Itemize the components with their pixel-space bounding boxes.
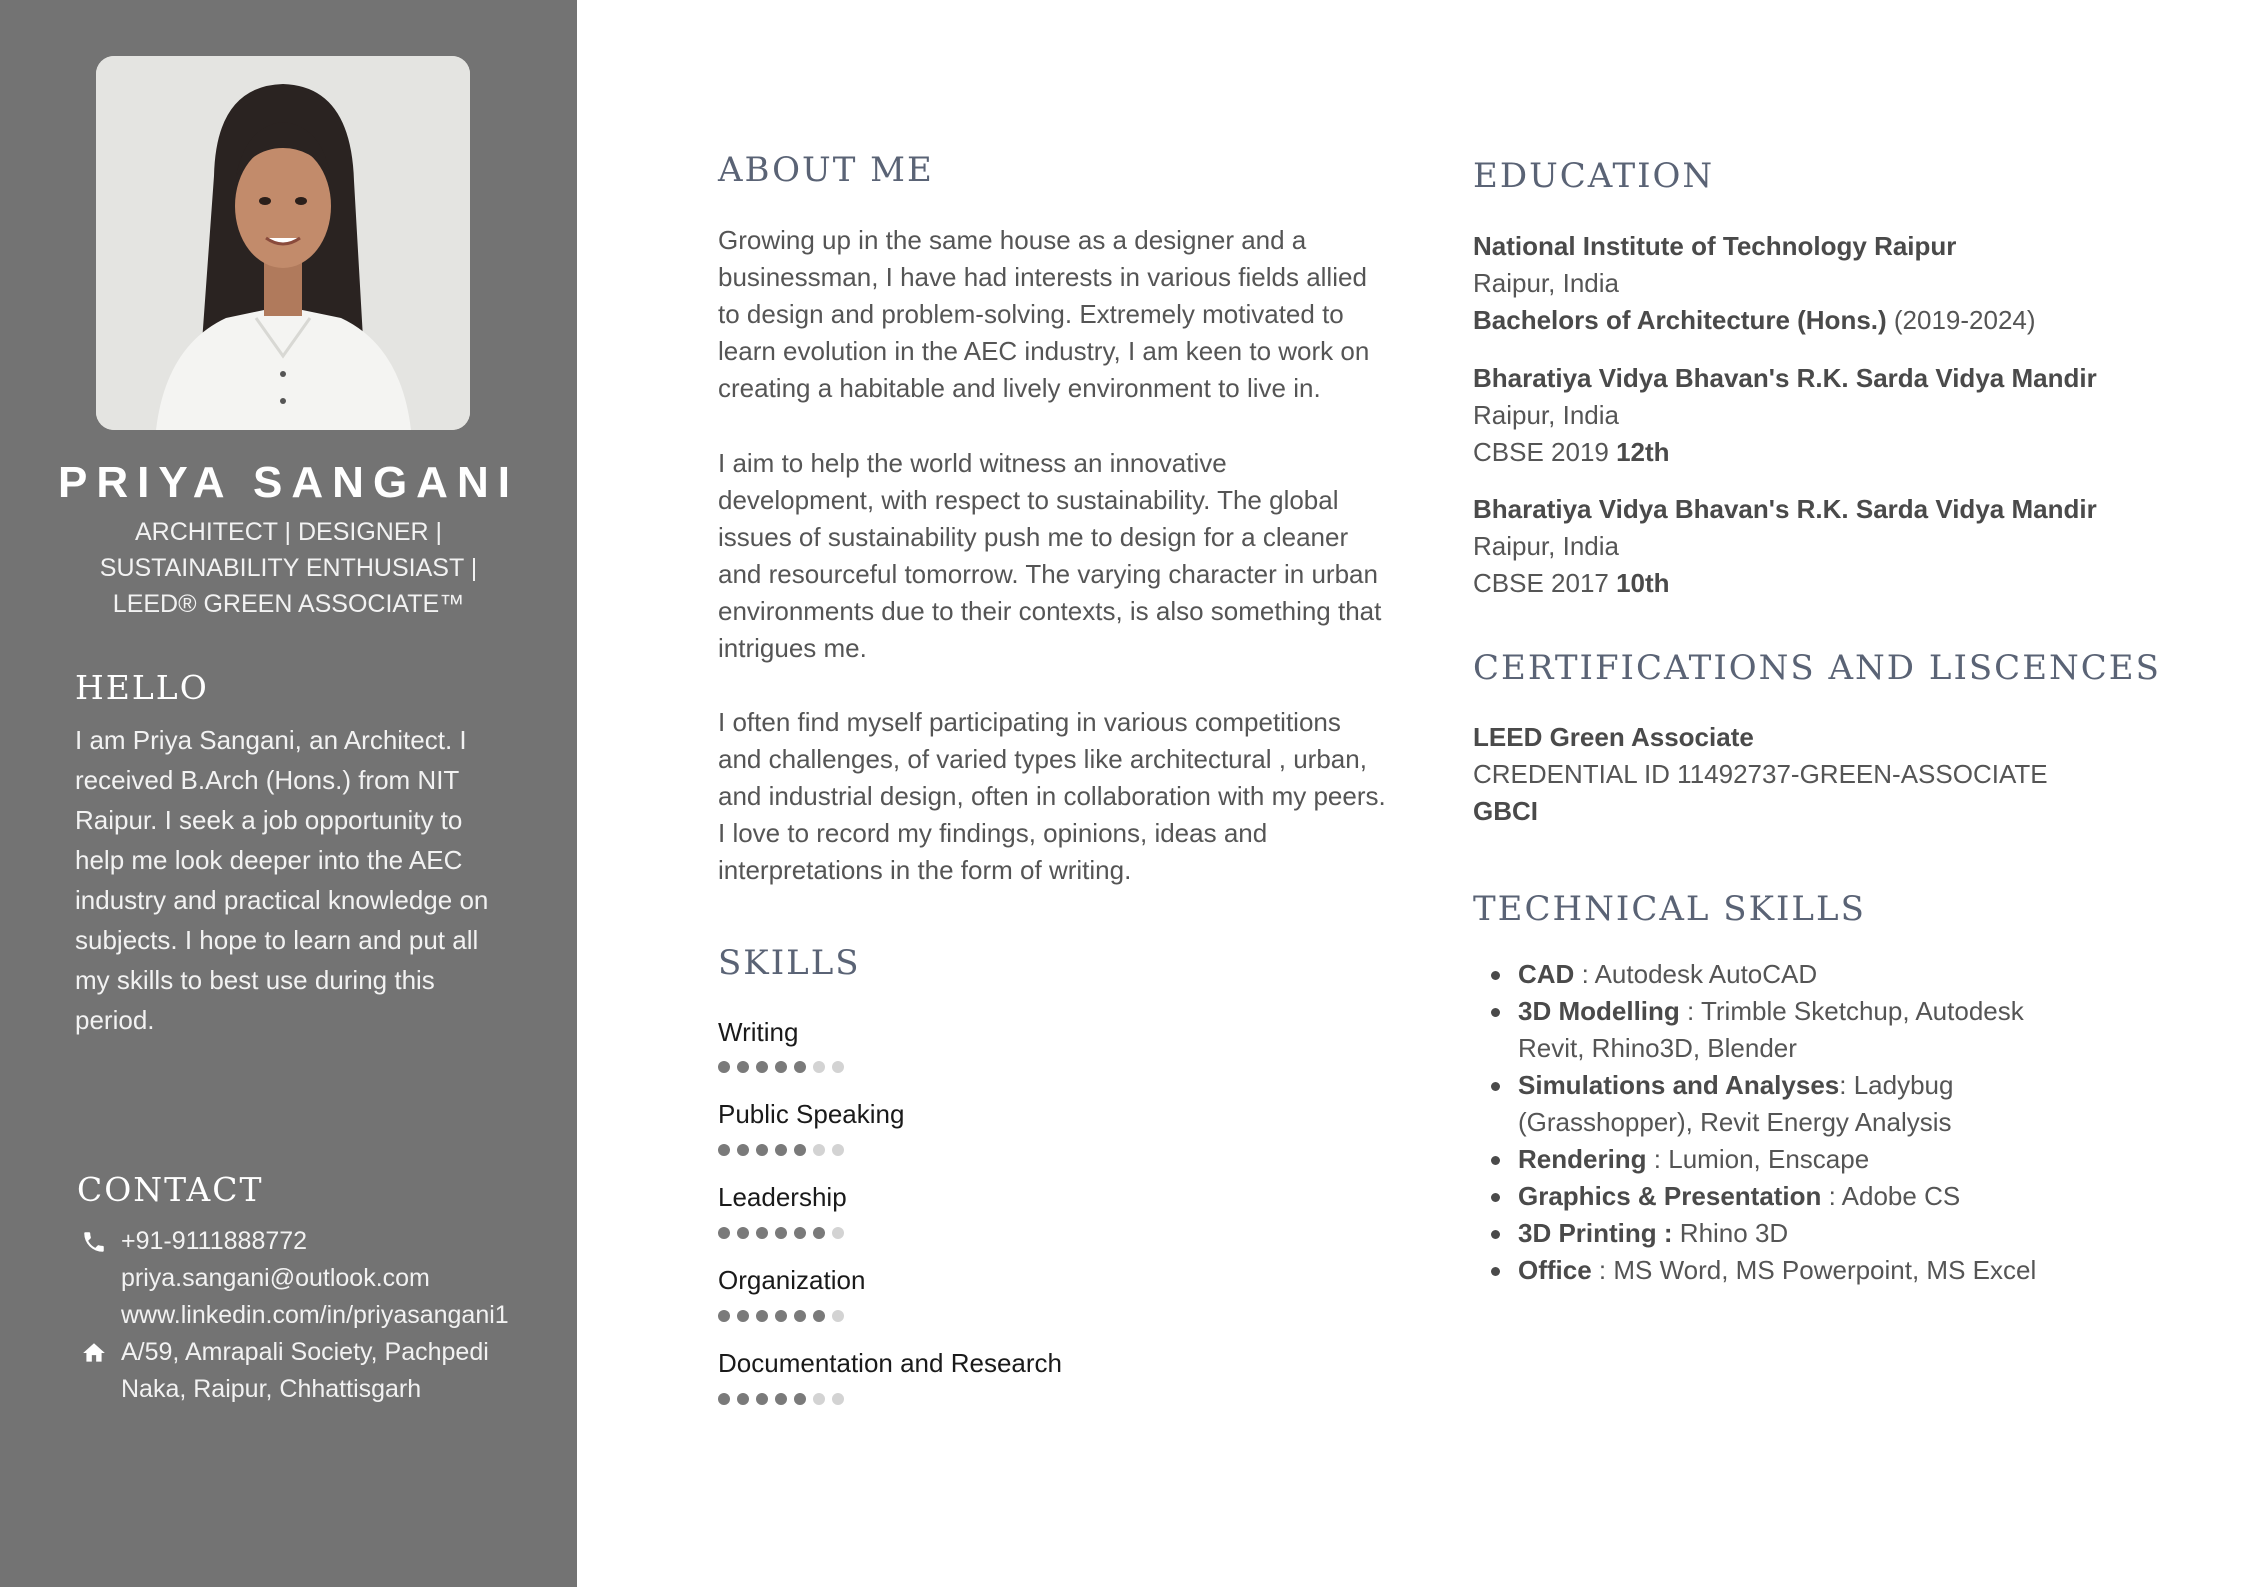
certification-title: LEED Green Associate xyxy=(1473,722,1754,752)
rating-dot-filled xyxy=(756,1393,768,1405)
person-name: PRIYA SANGANI xyxy=(58,458,519,507)
tech-skill-label: Rendering xyxy=(1518,1144,1647,1174)
degree-grade: 10th xyxy=(1616,568,1670,598)
rating-dot-empty xyxy=(813,1144,825,1156)
degree-years: (2019-2024) xyxy=(1886,305,2036,335)
rating-dot-filled xyxy=(737,1310,749,1322)
email-address: priya.sangani@outlook.com xyxy=(121,1264,430,1292)
list-item xyxy=(1473,1067,2073,1141)
skill-rating xyxy=(718,1309,851,1323)
skill-name: Organization xyxy=(718,1265,866,1295)
job-title-line: LEED® GREEN ASSOCIATE™ xyxy=(112,590,465,618)
rating-dot-filled xyxy=(775,1227,787,1239)
rating-dot-filled xyxy=(756,1227,768,1239)
school-name: Bharatiya Vidya Bhavan's R.K. Sarda Vidya Mandir xyxy=(1473,363,2097,393)
education-entry xyxy=(1473,491,2173,602)
tech-skill-text: : Trimble Sketchup, Autodesk Revit, Rhino3D, Blender xyxy=(1518,996,2024,1063)
degree-year: CBSE 2019 xyxy=(1473,437,1617,467)
technical-skills-list xyxy=(1473,956,2073,1289)
tech-skill-label: 3D Modelling xyxy=(1518,996,1680,1026)
education-heading: EDUCATION xyxy=(1473,156,1715,196)
rating-dot-filled xyxy=(737,1227,749,1239)
skill-rating xyxy=(718,1143,851,1157)
tech-skill-label: 3D Printing : xyxy=(1518,1218,1673,1248)
credential-id: CREDENTIAL ID 11492737-GREEN-ASSOCIATE xyxy=(1473,759,2048,789)
skill-rating xyxy=(718,1392,851,1406)
profile-photo xyxy=(96,56,470,430)
certification-entry xyxy=(1473,719,2173,830)
tech-skill-label: Office xyxy=(1518,1255,1592,1285)
rating-dot-empty xyxy=(832,1144,844,1156)
about-paragraph: I aim to help the world witness an innovative development, with respect to sustainability. The global issues of sustainability push me to design for a cleaner and resourceful tomorrow. The varying character in urban environments due to their contexts, is also something that intrigues me. xyxy=(718,448,1382,663)
address-line: A/59, Amrapali Society, Pachpedi xyxy=(121,1338,489,1366)
list-item xyxy=(1473,1178,2073,1215)
rating-dot-filled xyxy=(794,1144,806,1156)
tech-skill-text: : Adobe CS xyxy=(1821,1181,1961,1211)
rating-dot-filled xyxy=(813,1310,825,1322)
rating-dot-filled xyxy=(718,1144,730,1156)
rating-dot-empty xyxy=(832,1227,844,1239)
phone-icon xyxy=(81,1229,107,1255)
contact-heading: CONTACT xyxy=(77,1170,264,1209)
tech-skill-text: : Lumion, Enscape xyxy=(1646,1144,1870,1174)
education-entry xyxy=(1473,228,2173,339)
job-title xyxy=(40,514,537,622)
certification-issuer: GBCI xyxy=(1473,796,1538,826)
school-location: Raipur, India xyxy=(1473,400,1619,430)
rating-dot-filled xyxy=(813,1227,825,1239)
rating-dot-filled xyxy=(775,1393,787,1405)
rating-dot-filled xyxy=(737,1393,749,1405)
rating-dot-filled xyxy=(737,1144,749,1156)
rating-dot-filled xyxy=(775,1310,787,1322)
school-location: Raipur, India xyxy=(1473,268,1619,298)
rating-dot-filled xyxy=(718,1393,730,1405)
skill-rating xyxy=(718,1226,851,1240)
skill-name: Public Speaking xyxy=(718,1099,905,1129)
school-location: Raipur, India xyxy=(1473,531,1619,561)
skills-heading: SKILLS xyxy=(718,943,861,983)
tech-skill-text: : MS Word, MS Powerpoint, MS Excel xyxy=(1591,1255,2037,1285)
rating-dot-filled xyxy=(756,1310,768,1322)
tech-skill-text: Rhino 3D xyxy=(1672,1218,1789,1248)
degree-grade: 12th xyxy=(1616,437,1670,467)
rating-dot-filled xyxy=(737,1061,749,1073)
rating-dot-filled xyxy=(756,1061,768,1073)
skill-name: Leadership xyxy=(718,1182,847,1212)
rating-dot-filled xyxy=(718,1310,730,1322)
school-name: Bharatiya Vidya Bhavan's R.K. Sarda Vidya Mandir xyxy=(1473,494,2097,524)
rating-dot-filled xyxy=(794,1227,806,1239)
tech-skill-label: Graphics & Presentation xyxy=(1518,1181,1822,1211)
list-item xyxy=(1473,1141,2073,1178)
list-item xyxy=(1473,993,2073,1067)
rating-dot-filled xyxy=(756,1144,768,1156)
rating-dot-empty xyxy=(813,1393,825,1405)
list-item xyxy=(1473,1252,2073,1289)
rating-dot-filled xyxy=(775,1061,787,1073)
sidebar xyxy=(0,0,577,1587)
list-item xyxy=(1473,1215,2073,1252)
degree-year: CBSE 2017 xyxy=(1473,568,1617,598)
skill-rating xyxy=(718,1060,851,1074)
phone-number: +91-9111888772 xyxy=(121,1227,308,1255)
about-heading: ABOUT ME xyxy=(718,150,934,190)
linkedin-url: www.linkedin.com/in/priyasangani1 xyxy=(121,1301,509,1329)
hello-text: I am Priya Sangani, an Architect. I received B.Arch (Hons.) from NIT Raipur. I seek a job opportunity to help me look deeper into the AEC industry and practical knowledge on subjects. I hope to learn and put all my skills to best use during this period. xyxy=(75,725,489,1035)
about-paragraph: I often find myself participating in various competitions and challenges, of varied types like architectural , urban, and industrial design, often in collaboration with my peers. I love to record my findings, opinions, ideas and interpretations in the form of writing. xyxy=(718,707,1386,885)
rating-dot-empty xyxy=(832,1061,844,1073)
certifications-heading: CERTIFICATIONS AND LISCENCES xyxy=(1473,648,2161,688)
list-item xyxy=(1473,956,2073,993)
rating-dot-filled xyxy=(775,1144,787,1156)
rating-dot-empty xyxy=(832,1310,844,1322)
rating-dot-filled xyxy=(718,1227,730,1239)
skill-name: Writing xyxy=(718,1017,799,1047)
rating-dot-filled xyxy=(794,1393,806,1405)
job-title-line: SUSTAINABILITY ENTHUSIAST | xyxy=(99,554,478,582)
address-line: Naka, Raipur, Chhattisgarh xyxy=(121,1375,422,1403)
rating-dot-filled xyxy=(794,1061,806,1073)
job-title-line: ARCHITECT | DESIGNER | xyxy=(134,518,442,546)
degree-name: Bachelors of Architecture (Hons.) xyxy=(1473,305,1887,335)
skill-name: Documentation and Research xyxy=(718,1348,1062,1378)
about-paragraph: Growing up in the same house as a designer and a businessman, I have had interests in various fields allied to design and problem-solving. Extremely motivated to learn evolution in the AEC industry, I am keen to work on creating a habitable and lively environment to live in. xyxy=(718,225,1370,403)
home-icon xyxy=(81,1340,107,1366)
rating-dot-empty xyxy=(813,1061,825,1073)
tech-skill-label: Simulations and Analyses xyxy=(1518,1070,1840,1100)
rating-dot-filled xyxy=(718,1061,730,1073)
technical-skills-heading: TECHNICAL SKILLS xyxy=(1473,889,1866,929)
hello-heading: HELLO xyxy=(75,668,209,707)
tech-skill-text: : Autodesk AutoCAD xyxy=(1574,959,1818,989)
tech-skill-text: : Ladybug (Grasshopper), Revit Energy Analysis xyxy=(1518,1070,1954,1137)
tech-skill-label: CAD xyxy=(1518,959,1575,989)
rating-dot-empty xyxy=(832,1393,844,1405)
rating-dot-filled xyxy=(794,1310,806,1322)
school-name: National Institute of Technology Raipur xyxy=(1473,231,1957,261)
education-entry xyxy=(1473,360,2173,471)
